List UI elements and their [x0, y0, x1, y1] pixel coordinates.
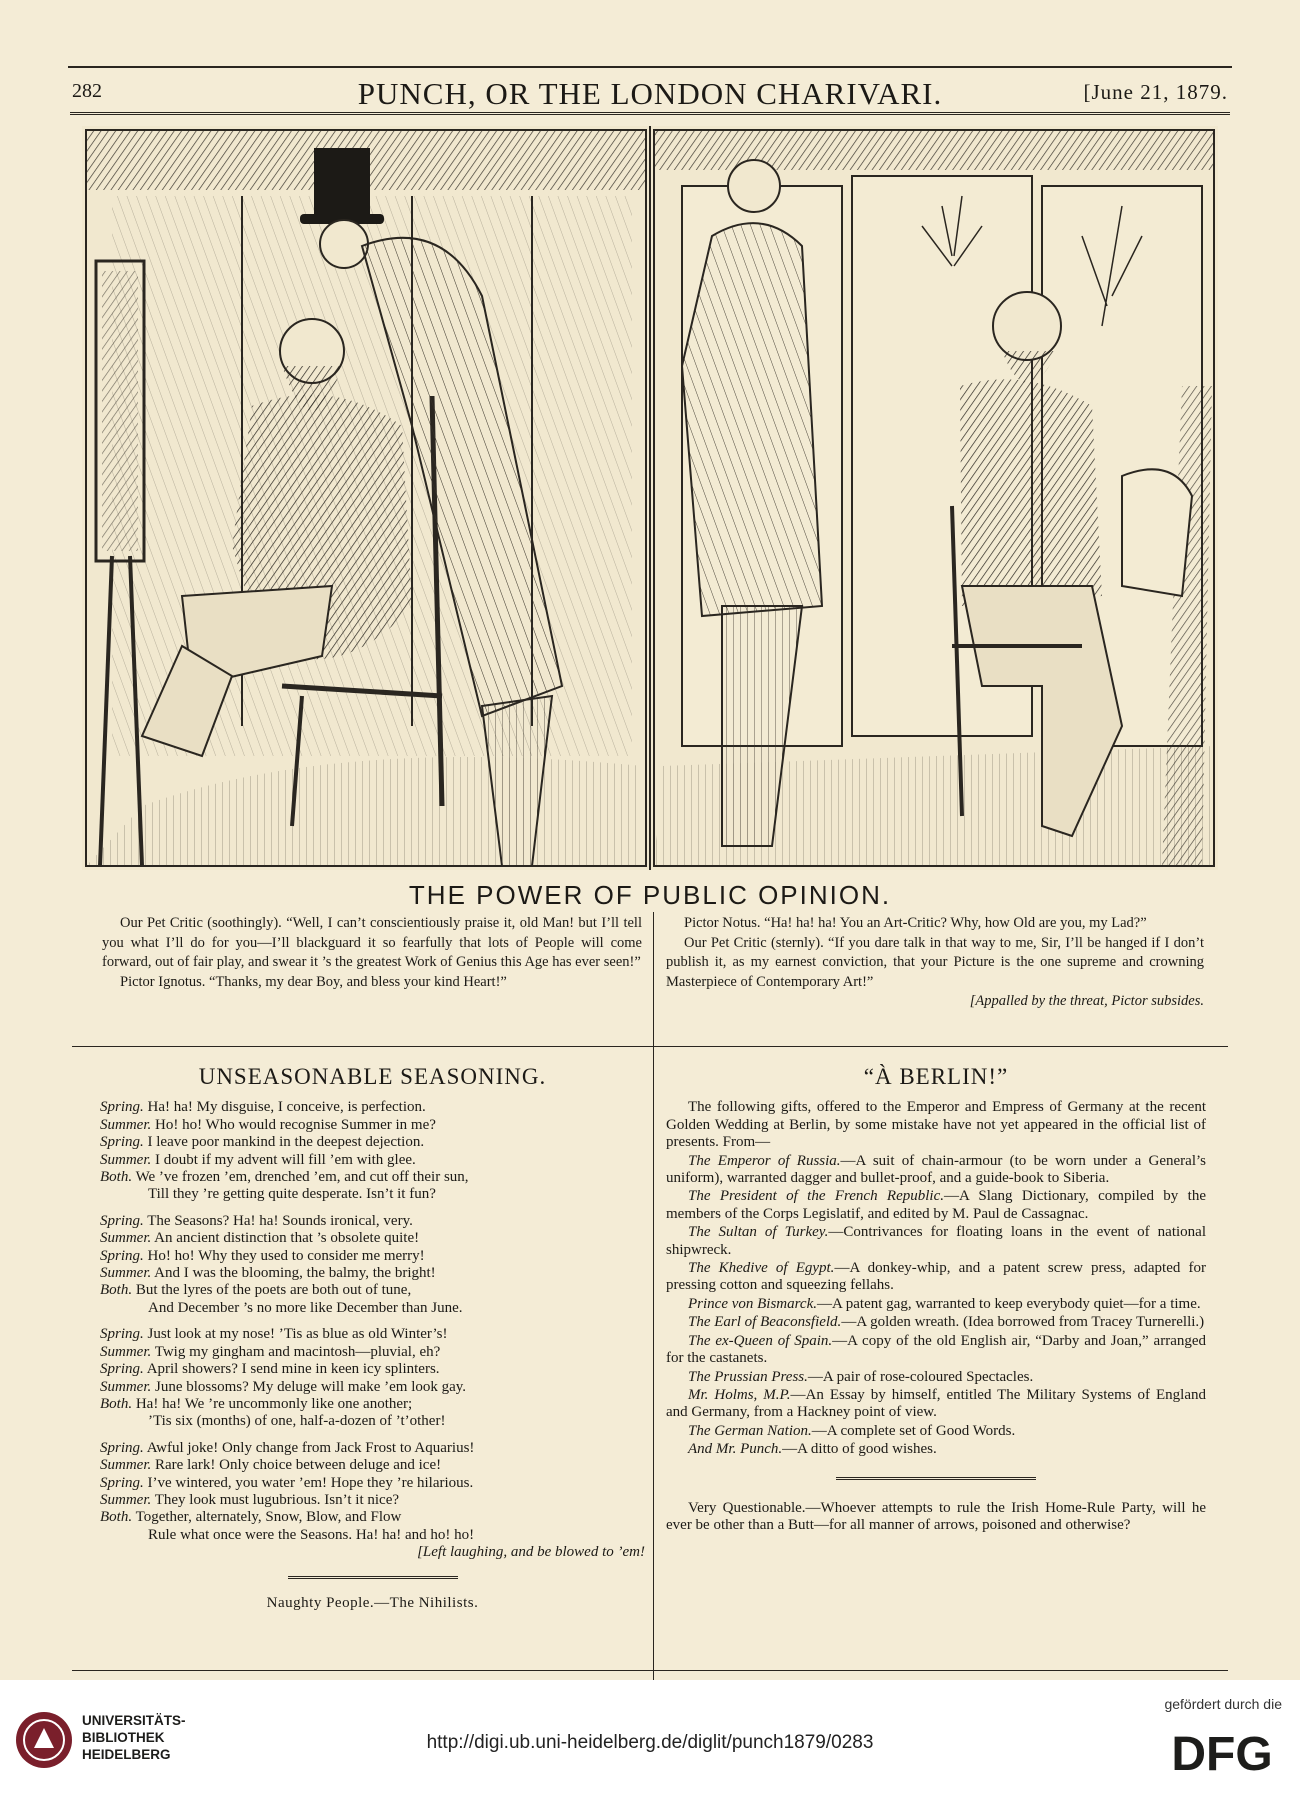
stanza-2: [100, 1213, 645, 1317]
line-text: June blossoms? My deluge will make ’em look gay.: [151, 1378, 467, 1395]
naughty-people-note: Naughty People.—The Nihilists.: [266, 1594, 479, 1611]
poem-line: [100, 1282, 645, 1299]
gift-item: [666, 1224, 1206, 1259]
speaker: Both.: [100, 1509, 133, 1526]
poem-line: [100, 1475, 645, 1492]
gift-item: [666, 1333, 1206, 1368]
stanza-3: [100, 1326, 645, 1430]
logo-line: HEIDELBERG: [82, 1747, 171, 1762]
gift-desc: —An Essay by himself, entitled The Military Systems of England and Germany, from a Hackney point of view.: [666, 1386, 1206, 1421]
poem-title: UNSEASONABLE SEASONING.: [198, 1064, 547, 1089]
gift-desc: —A copy of the old English air, “Darby and Joan,” arranged for the castanets.: [666, 1332, 1207, 1367]
gift-giver: The Prussian Press.: [688, 1368, 808, 1385]
gift-item: [666, 1441, 1206, 1458]
line-text: The Seasons? Ha! ha! Sounds ironical, very.: [143, 1212, 413, 1229]
line-text: I doubt if my advent will fill ’em with glee.: [151, 1151, 416, 1168]
stanza-4: [100, 1440, 645, 1562]
line-text: And December ’s no more like December than June.: [148, 1299, 463, 1316]
line-text: I’ve wintered, you water ’em! Hope they ’re hilarious.: [143, 1474, 474, 1491]
gift-item: [666, 1260, 1206, 1295]
poem-end-rule: [288, 1576, 458, 1581]
poem-line: [100, 1134, 645, 1151]
line-text: I leave poor mankind in the deepest dejection.: [143, 1134, 425, 1151]
line-text: Awful joke! Only change from Jack Frost to Aquarius!: [143, 1439, 475, 1456]
speaker: Spring.: [100, 1134, 144, 1151]
gift-desc: —A complete set of Good Words.: [811, 1422, 1016, 1439]
gift-item: [666, 1314, 1206, 1331]
caption-right-stage: [Appalled by the threat, Pictor subsides.: [969, 993, 1204, 1009]
speaker: Both.: [100, 1395, 133, 1412]
gift-giver: The ex-Queen of Spain.: [688, 1332, 833, 1349]
stanza-1: [100, 1099, 645, 1203]
speaker: Summer.: [100, 1343, 152, 1360]
poem-line: [100, 1099, 645, 1116]
cartoon-illustration: [82, 126, 1218, 870]
very-questionable-note: Very Questionable.—Whoever attempts to rule the Irish Home-Rule Party, will he ever be other than a Butt—for all manner of arrows, poisoned and otherwise?: [666, 1499, 1206, 1533]
speaker: Spring.: [100, 1212, 144, 1229]
speaker: Summer.: [100, 1151, 152, 1168]
poem-line: [100, 1265, 645, 1282]
cartoon-title: THE POWER OF PUBLIC OPINION.: [408, 880, 892, 910]
gift-item: [666, 1387, 1206, 1422]
line-text: Ho! ho! Why they used to consider me merry!: [143, 1247, 425, 1264]
gift-giver: The President of the French Republic.: [688, 1188, 944, 1205]
poem-line: [100, 1213, 645, 1230]
poem-line: [100, 1248, 645, 1265]
caption-right-p2: Our Pet Critic (sternly). “If you dare talk in that way to me, Sir, I’ll be hanged if I don’t publish it, as my earnest conviction, that your Picture is the one supreme and crowning Masterpiece of Contemporary Art!”: [666, 934, 1204, 990]
speaker: Both.: [100, 1169, 133, 1186]
line-text: April showers? I send mine in keen icy splinters.: [143, 1361, 440, 1378]
gift-giver: The Earl of Beaconsfield.: [688, 1314, 842, 1331]
page-frame-top: [68, 66, 1232, 68]
caption-left-p2: Pictor Ignotus. “Thanks, my dear Boy, and bless your kind Heart!”: [120, 973, 507, 990]
poem-line: [100, 1440, 645, 1457]
sponsor-label: gefördert durch die: [1164, 1696, 1282, 1712]
poem-line: [100, 1326, 645, 1343]
berlin-intro: The following gifts, offered to the Emperor and Empress of Germany at the recent Golden Wedding at Berlin, by some mistake have not yet appeared in the official list of presents. From—: [666, 1099, 1206, 1151]
poem-line: [100, 1492, 645, 1509]
gift-item: [666, 1296, 1206, 1313]
dfg-logo-text: DFG: [1171, 1728, 1273, 1780]
poem-line: [100, 1169, 645, 1186]
speaker: Summer.: [100, 1378, 152, 1395]
gift-item: [666, 1369, 1206, 1386]
gift-giver: The Khedive of Egypt.: [688, 1260, 835, 1277]
column-divider: [653, 912, 654, 1712]
caption-right: [666, 914, 1204, 1012]
gift-item: [666, 1153, 1206, 1188]
berlin-column: [666, 1064, 1207, 1535]
speaker: Summer.: [100, 1116, 152, 1133]
gift-giver: The Emperor of Russia.: [688, 1152, 841, 1169]
header-rule: [70, 112, 1230, 118]
poem-line: [100, 1379, 645, 1396]
line-text: Ho! ho! Who would recognise Summer in me?: [151, 1116, 436, 1133]
speaker: Spring.: [100, 1247, 144, 1264]
poem-stage-direction: [Left laughing, and be blowed to ’em!: [417, 1544, 645, 1561]
line-text: Just look at my nose! ’Tis as blue as old Winter’s!: [143, 1326, 448, 1343]
gift-giver: The Sultan of Turkey.: [688, 1224, 829, 1241]
poem-line: [100, 1413, 645, 1430]
line-text: But the lyres of the poets are both out of tune,: [132, 1282, 412, 1299]
poem-line: [100, 1361, 645, 1378]
speaker: Spring.: [100, 1361, 144, 1378]
gift-desc: —A Slang Dictionary, compiled by the members of the Corps Legislatif, and edited by M. Paul de Cassagnac.: [666, 1188, 1206, 1222]
line-text: An ancient distinction that ’s obsolete quite!: [151, 1230, 420, 1247]
speaker: Spring.: [100, 1439, 144, 1456]
digitization-footer: [0, 1680, 1300, 1802]
poem-line: [100, 1396, 645, 1413]
gift-giver: And Mr. Punch.: [688, 1441, 783, 1458]
caption-left: [102, 914, 642, 992]
line-text: Ha! ha! We ’re uncommonly like one another;: [132, 1395, 413, 1412]
speaker: Summer.: [100, 1265, 152, 1282]
poem-column: [100, 1064, 645, 1612]
line-text: ’Tis six (months) of one, half-a-dozen of ’t’other!: [148, 1413, 446, 1430]
section-divider: [72, 1046, 1228, 1047]
poem-line: [100, 1230, 645, 1247]
source-url-link[interactable]: http://digi.ub.uni-heidelberg.de/diglit/punch1879/0283: [426, 1732, 874, 1753]
dfg-logo-icon: [1162, 1720, 1282, 1780]
poem-line: [100, 1457, 645, 1474]
page-bottom-rule: [72, 1670, 1228, 1671]
line-text: We ’ve frozen ’em, drenched ’em, and cut off their sun,: [132, 1169, 469, 1186]
line-text: Together, alternately, Snow, Blow, and Flow: [132, 1509, 402, 1526]
poem-line: [100, 1509, 645, 1526]
logo-line: BIBLIOTHEK: [82, 1730, 165, 1745]
gift-giver: Mr. Holms, M.P.: [688, 1386, 791, 1403]
speaker: Spring.: [100, 1474, 144, 1491]
line-text: Rule what once were the Seasons. Ha! ha! and ho! ho!: [148, 1526, 475, 1543]
speaker: Spring.: [100, 1326, 144, 1343]
speaker: Summer.: [100, 1230, 152, 1247]
gift-desc: —A ditto of good wishes.: [782, 1441, 937, 1458]
left-panel-scene: [86, 130, 646, 866]
gift-giver: The German Nation.: [688, 1422, 812, 1439]
masthead-title: PUNCH, OR THE LONDON CHARIVARI.: [357, 76, 943, 111]
line-text: And I was the blooming, the balmy, the bright!: [151, 1265, 436, 1282]
caption-left-p1: Our Pet Critic (soothingly). “Well, I can’t conscientiously praise it, old Man! but I’ll tell you what I’ll do for you—I’ll blackguard it so fearfully that lots of People will come forward, out of fair play, and swear it ’s the greatest Work of Genius this Age has ever seen!”: [102, 915, 642, 970]
speaker: Both.: [100, 1282, 133, 1299]
gift-desc: —A patent gag, warranted to keep everybody quiet—for a time.: [817, 1295, 1201, 1312]
gift-desc: —A pair of rose-coloured Spectacles.: [807, 1368, 1034, 1385]
berlin-end-rule: [836, 1477, 1036, 1482]
poem-line: [100, 1344, 645, 1361]
gift-item: [666, 1423, 1206, 1440]
speaker: Summer.: [100, 1491, 152, 1508]
gift-desc: —A donkey-whip, and a patent screw press, adapted for pressing cotton and squeezing fellahs.: [666, 1260, 1206, 1294]
line-text: Rare lark! Only choice between deluge and ice!: [151, 1457, 442, 1474]
gift-desc: —A golden wreath. (Idea borrowed from Tracey Turnerelli.): [841, 1314, 1205, 1331]
gift-giver: Prince von Bismarck.: [688, 1295, 817, 1312]
gift-desc: —A suit of chain-armour (to be worn under a General’s uniform), warranted dagger and bullet-proof, and a guide-book to Siberia.: [666, 1152, 1206, 1187]
logo-line: UNIVERSITÄTS-: [82, 1713, 186, 1728]
poem-line: [100, 1527, 645, 1544]
page-header: [72, 76, 1228, 112]
issue-date: [June 21, 1879.: [1083, 80, 1228, 104]
poem-line: [100, 1300, 645, 1317]
engraving-artwork: [82, 126, 1218, 870]
line-text: Ha! ha! My disguise, I conceive, is perfection.: [143, 1099, 426, 1116]
caption-right-p1: Pictor Notus. “Ha! ha! ha! You an Art-Critic? Why, how Old are you, my Lad?”: [684, 915, 1147, 931]
page-number: 282: [72, 80, 102, 102]
berlin-title: “À BERLIN!”: [863, 1064, 1009, 1089]
gift-item: [666, 1188, 1206, 1223]
poem-line: [100, 1117, 645, 1134]
line-text: Twig my gingham and macintosh—pluvial, eh?: [151, 1343, 441, 1360]
speaker: Spring.: [100, 1099, 144, 1116]
poem-line: [100, 1186, 645, 1203]
line-text: Till they ’re getting quite desperate. Isn’t it fun?: [148, 1186, 436, 1203]
line-text: They look must lugubrious. Isn’t it nice?: [151, 1491, 400, 1508]
gift-desc: —Contrivances for floating loans in the event of national shipwreck.: [666, 1224, 1206, 1258]
speaker: Summer.: [100, 1457, 152, 1474]
poem-line: [100, 1152, 645, 1169]
